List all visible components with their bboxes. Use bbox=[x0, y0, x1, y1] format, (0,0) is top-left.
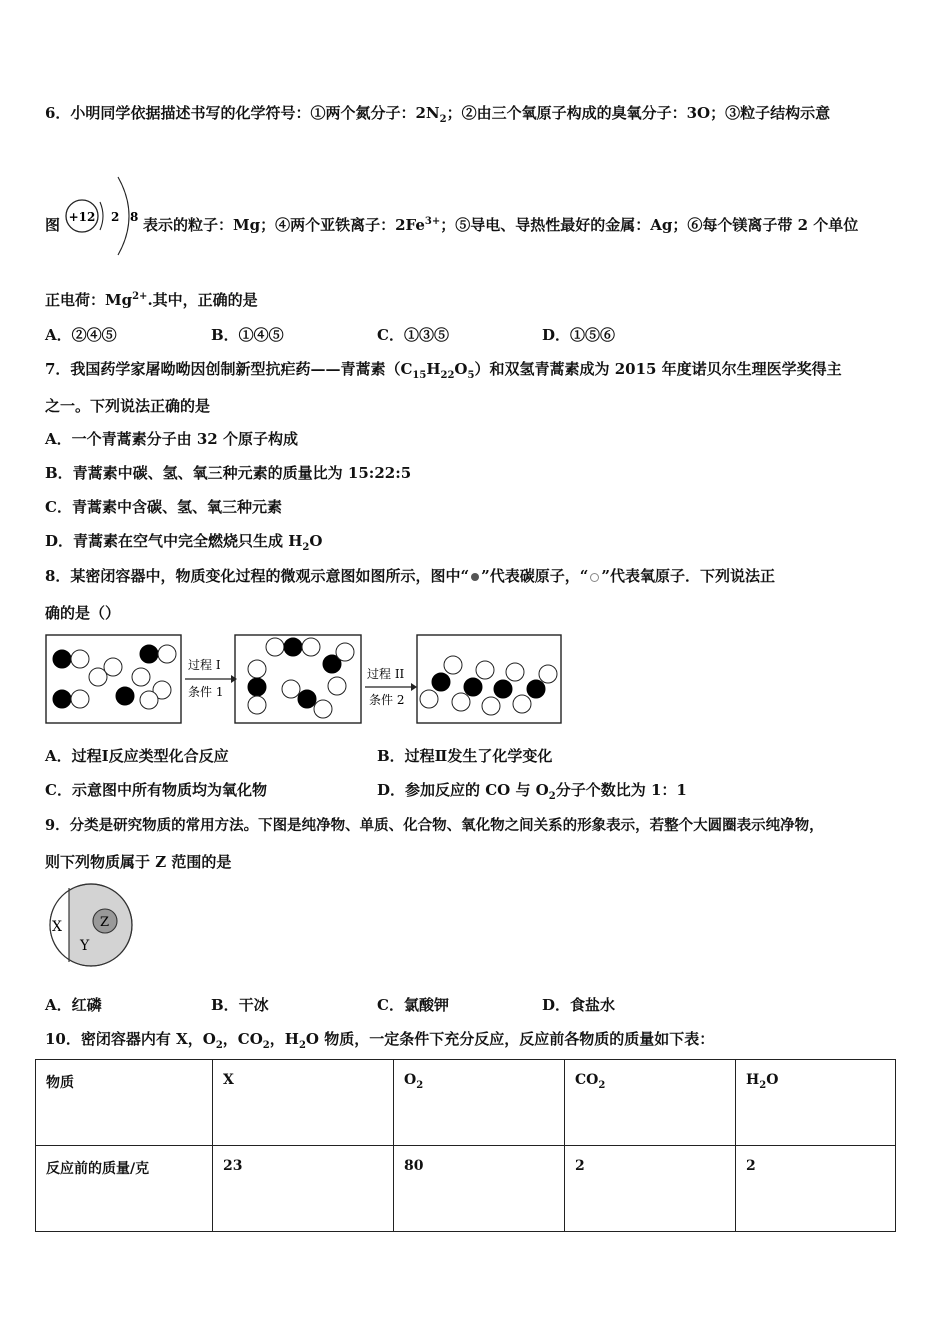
q6-line3: 正电荷：$Mg^{2+}$.其中，正确的是 bbox=[45, 291, 258, 309]
q6-line2-prefix: 图 bbox=[45, 216, 61, 234]
atom-c bbox=[53, 650, 71, 668]
q8-line2: 确的是（） bbox=[45, 604, 121, 622]
q6-option-c: C．①③⑤ bbox=[377, 326, 449, 344]
shell1-label: 2 bbox=[111, 210, 120, 224]
q8-option-d: D．参加反应的 CO 与 $O_2$分子个数比为 1：1 bbox=[377, 781, 687, 802]
reaction-micro-diagram bbox=[45, 632, 565, 727]
q8-option-b: B．过程Ⅱ发生了化学变化 bbox=[377, 747, 553, 765]
q7-option-b: B．青蒿素中碳、氢、氧三种元素的质量比为 15:22:5 bbox=[45, 464, 412, 482]
arrow-1-head bbox=[231, 675, 237, 683]
atom-c bbox=[527, 680, 545, 698]
atom-o bbox=[132, 668, 150, 686]
atom-o bbox=[336, 643, 354, 661]
atom-o bbox=[158, 645, 176, 663]
header-cell-o2: $O_2$ bbox=[394, 1060, 565, 1146]
atom-c bbox=[464, 678, 482, 696]
header-cell-co2: $CO_2$ bbox=[565, 1060, 736, 1146]
q6-option-a: A．②④⑤ bbox=[45, 326, 117, 344]
atom-o bbox=[539, 665, 557, 683]
atom-c bbox=[298, 690, 316, 708]
q6-option-d: D．①⑤⑥ bbox=[542, 326, 616, 344]
table-row bbox=[36, 1146, 896, 1232]
atom-o bbox=[140, 691, 158, 709]
q8-option-c: C．示意图中所有物质均为氧化物 bbox=[45, 781, 267, 799]
q9-option-b: B．干冰 bbox=[211, 996, 269, 1014]
q10-line: 10．密闭容器内有 X，$O_2$，$CO_2$，$H_2O$ 物质，一定条件下充分反应，反应前各物质的质量如下表： bbox=[45, 1030, 715, 1051]
mass-table bbox=[35, 1059, 896, 1232]
atom-c bbox=[432, 673, 450, 691]
atom-o bbox=[476, 661, 494, 679]
atom-o bbox=[248, 696, 266, 714]
atom-c bbox=[140, 645, 158, 663]
q9-option-c: C．氯酸钾 bbox=[377, 996, 449, 1014]
condition-1-label: 条件 1 bbox=[188, 685, 224, 699]
label-z: Z bbox=[100, 915, 110, 930]
q8-option-a: A．过程Ⅰ反应类型化合反应 bbox=[45, 747, 229, 765]
atom-o bbox=[444, 656, 462, 674]
atom-o bbox=[328, 677, 346, 695]
q9-line1: 9．分类是研究物质的常用方法。下图是纯净物、单质、化合物、氧化物之间关系的形象表示，若整个大圆圈表示纯净物， bbox=[45, 817, 824, 834]
process-1-label: 过程 I bbox=[188, 658, 221, 672]
oxygen-atom-icon bbox=[590, 573, 599, 582]
header-cell-substance: 物质 bbox=[36, 1060, 213, 1146]
process-2-label: 过程 II bbox=[367, 667, 405, 681]
q8-line1: 8．某密闭容器中，物质变化过程的微观示意图如图所示，图中“ ”代表碳原子，“ ”代表氧原子．下列说法正 bbox=[45, 567, 775, 585]
q6-line1: 6．小明同学依据描述书写的化学符号：①两个氮分子：$2N_2$；②由三个氧原子构成的臭氧分子：3O；③粒子结构示意 bbox=[45, 104, 831, 125]
atom-o bbox=[452, 693, 470, 711]
cell-h2o-mass: 2 bbox=[736, 1146, 896, 1232]
shell2-label: 8 bbox=[130, 210, 139, 224]
cell-x-mass: 23 bbox=[213, 1146, 394, 1232]
atom-o bbox=[302, 638, 320, 656]
q7-line2: 之一。下列说法正确的是 bbox=[45, 397, 211, 415]
box-initial-molecules bbox=[53, 645, 176, 709]
arrow-2-head bbox=[411, 683, 417, 691]
header-cell-h2o: $H_2O$ bbox=[736, 1060, 896, 1146]
table-header-row bbox=[36, 1060, 896, 1146]
atom-o bbox=[266, 638, 284, 656]
atom-o bbox=[282, 680, 300, 698]
q7-line1: 7．我国药学家屠呦呦因创制新型抗疟药——青蒿素$(C_{15}H_{22}O_5)$和双氢青蒿素成为 2015 年度诺贝尔生理医学奖得主 bbox=[45, 360, 842, 381]
q9-option-d: D．食盐水 bbox=[542, 996, 616, 1014]
atom-o bbox=[71, 690, 89, 708]
box-middle-molecules bbox=[248, 638, 354, 718]
q6-option-b: B．①④⑤ bbox=[211, 326, 284, 344]
nucleus-label: +12 bbox=[68, 210, 96, 224]
shell2-arc bbox=[118, 177, 129, 255]
atom-c bbox=[53, 690, 71, 708]
atom-structure-diagram bbox=[60, 175, 142, 257]
classification-circle-diagram bbox=[45, 882, 137, 968]
box-final-molecules bbox=[420, 656, 557, 715]
label-x: X bbox=[52, 919, 62, 935]
q7-option-a: A．一个青蒿素分子由 32 个原子构成 bbox=[45, 430, 298, 448]
label-y: Y bbox=[80, 938, 90, 954]
row-label: 反应前的质量/克 bbox=[36, 1146, 213, 1232]
atom-c bbox=[116, 687, 134, 705]
atom-o bbox=[248, 660, 266, 678]
atom-o bbox=[71, 650, 89, 668]
carbon-atom-icon bbox=[471, 573, 479, 581]
atom-o bbox=[506, 663, 524, 681]
q9-line2: 则下列物质属于 Z 范围的是 bbox=[45, 853, 232, 871]
atom-o bbox=[104, 658, 122, 676]
q7-option-d: D．青蒿素在空气中完全燃烧只生成 $H_2O$ bbox=[45, 532, 323, 553]
condition-2-label: 条件 2 bbox=[369, 693, 405, 707]
header-cell-x: X bbox=[213, 1060, 394, 1146]
q9-option-a: A．红磷 bbox=[45, 996, 102, 1014]
atom-o bbox=[420, 690, 438, 708]
atom-o bbox=[513, 695, 531, 713]
q6-line2: 表示的粒子：Mg；④两个亚铁离子：$2Fe^{3+}$；⑤导电、导热性最好的金属：Ag；⑥每个镁离子带 2 个单位 bbox=[143, 216, 859, 234]
cell-o2-mass: 80 bbox=[394, 1146, 565, 1232]
atom-o bbox=[482, 697, 500, 715]
shell1-arc bbox=[100, 202, 103, 230]
q7-option-c: C．青蒿素中含碳、氢、氧三种元素 bbox=[45, 498, 282, 516]
atom-c bbox=[494, 680, 512, 698]
atom-c bbox=[248, 678, 266, 696]
atom-o bbox=[314, 700, 332, 718]
cell-co2-mass: 2 bbox=[565, 1146, 736, 1232]
atom-c bbox=[284, 638, 302, 656]
